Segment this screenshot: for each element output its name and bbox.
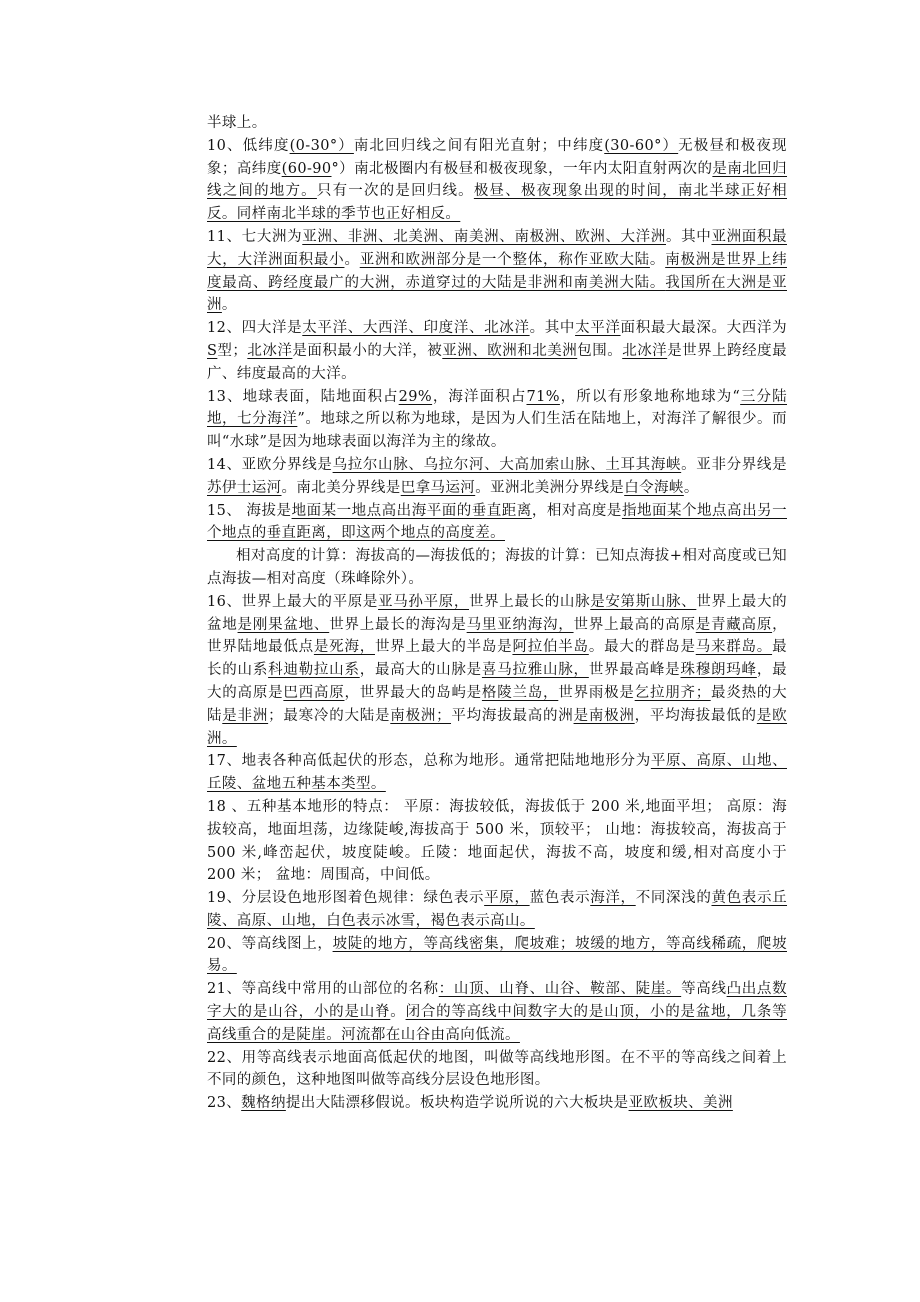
paragraph [207,1047,787,1093]
text-segment: 世界上最长的山脉 [469,593,591,610]
text-segment: 世界最高峰是 [588,662,681,679]
text-segment: 。亚非分界线是 [681,456,787,473]
text-segment: 15、 海拔是 [207,502,292,519]
paragraph [207,591,787,751]
underlined-text: 乞拉朋齐； [634,684,711,701]
text-segment: 19、分层设色地形图着色规律：绿色表示 [207,890,485,907]
underlined-text: 闭合的等高线中间数字大的是山顶，小的是盆地，几条等高线重合的是陡崖。河流都在山谷由高向低流。 [207,1004,787,1043]
underlined-text: (0-30°） [289,137,354,154]
underlined-text: 北冰洋 [247,342,293,359]
text-segment: 。 [390,1004,406,1021]
text-segment: 21、等高线中常用的山部位的名称 [207,981,439,998]
underlined-text: 平原， [484,890,530,907]
text-segment: 相对高度的计算：海拔高的—海拔低的；海拔的计算：已知点海拔+相对高度或已知点海拔—相对高度（珠峰除外）。 [207,548,787,587]
text-segment: 10、低纬度 [207,137,290,154]
underlined-text: 巴西高原 [283,684,345,701]
text-segment: ，海洋面积占 [432,388,527,405]
underlined-text: 是欧洲。 [207,707,788,747]
underlined-text: 亚洲面积最大，大洋洲面积最小 [207,228,787,268]
text-segment: 14、亚欧分界线是 [207,456,333,473]
underlined-text: S [207,342,218,359]
underlined-text: 南极洲是世界上纬度最高、跨经度最广的大洲，赤道穿过的大陆是非洲和南美洲大陆。 [207,251,787,291]
text-segment: 。其中 [529,320,576,337]
underlined-text: 是青藏高原 [695,616,773,633]
underlined-text: 是安第斯山脉、 [590,593,697,610]
underlined-text: 是南北回归线之间的地方。 [207,160,788,200]
text-segment: 世界上最高的高原 [573,616,696,633]
text-segment: 只有一次的是回归线。 [316,183,474,200]
text-segment: ，世界最大的岛屿是 [344,684,482,701]
text-segment: 面积最大最深。大西洋为 [620,320,787,337]
text-segment: 不同深浅的 [635,890,712,907]
underlined-text: 科迪勒拉山系 [268,662,360,679]
text-segment: 13、地球表面，陆地面积占 [207,388,399,405]
underlined-text: 坡陡的地方，等高线密集，爬坡难；坡缓的地方，等高线稀疏，爬坡易。 [207,935,787,975]
underlined-text: 指地面某个地点高出另一个地点的垂直距离，即这两个地点的高度差。 [207,502,787,542]
underlined-text: 亚欧板块、美洲 [628,1095,733,1112]
text-segment: °）南北极圈内有极昼和极夜现象，一年内太阳直射两次的 [331,160,713,177]
text-segment: 。亚洲北美洲分界线是 [475,479,625,496]
text-segment: 蓝色表示 [529,890,591,907]
underlined-text: 苏伊士运河 [207,479,282,496]
text-segment: ，所以有形象地称地球为“ [559,388,741,405]
paragraph [207,933,787,979]
text-segment: 。 [344,251,360,268]
text-segment: 22、用等高线表示地面高低起伏的地图，叫做等高线地形图。在不平的等高线之间着上不同的颜色，这种地图叫做等高线分层设色地形图。 [207,1049,787,1089]
text-segment: 23、 [207,1095,242,1112]
underlined-text: 亚洲和欧洲部分是一个整体，称作亚欧大陆 [359,251,650,268]
text-segment: 是面积最小的大洋，被 [292,342,443,359]
underlined-text: 71% [526,388,560,405]
text-segment: ”。地球之所以称为地球，是因为人们生活在陆地上，对海洋了解很少。而叫“水球”是因为地球表面以海洋为主的缘故。 [207,411,787,451]
paragraph [207,887,787,933]
underlined-text: (30-60°） [604,137,679,154]
text-segment: 18 、五种基本地形的特点： 平原：海拔较低，海拔低于 200 米,地面平坦； 高原：海拔较高，地面坦荡，边缘陡峻,海拔高于 500 米，顶较平； 山地：海拔较高，海拔高于 500 米,峰峦起伏，坡度陡峻。丘陵：地面起伏，海拔不高，坡度和缓,相对高度小于 200 米； 盆地：周围高，中间低。 [207,798,787,884]
underlined-text: 亚洲、非洲、北美洲、南美洲、南极洲、欧洲、大洋洲 [302,228,666,245]
underlined-text: 巴拿马运河 [400,479,476,496]
underlined-text: 魏格纳 [241,1095,286,1112]
underlined-text: 亚马孙平原， [378,593,469,610]
underlined-text: 阿拉伯半岛 [512,639,589,656]
paragraph [207,1092,787,1115]
underlined-text: 太平洋 [575,320,621,337]
underlined-text: ：山顶、山脊、山谷、鞍部、陡崖。 [438,981,682,998]
text-segment: 型； [217,342,248,359]
text-segment: 提出大陆漂移假说。板块构造学说所说的六大板块是 [285,1095,629,1112]
underlined-text: 凸出点数字大的是山谷，小的是山脊 [207,981,787,1021]
underlined-text: 黄色表示丘陵、高原、山地，白色表示冰雪，褐色表示高山。 [207,890,788,929]
underlined-text: 我国所在大洲是亚洲 [207,274,787,314]
text-segment: 包围。 [577,342,623,359]
text-segment: 16、世界上最大的平原是 [207,593,379,610]
text-segment: ，最大的高原是 [207,662,787,701]
text-segment: 世界上最长的海沟是 [329,616,467,633]
underlined-text: 北冰洋 [622,342,668,359]
underlined-text: 平原、高原、山地、丘陵、盆地五种基本类型。 [207,753,787,793]
underlined-text: 是刚果盆地、 [237,616,330,633]
document-body [207,112,787,1115]
text-segment: ，最高大的山脉是 [359,662,482,679]
text-segment: ，世界陆地最低点 [207,616,787,656]
underlined-text: 三分陆地，七分海洋 [207,388,787,428]
underlined-text: 马来群岛。 [695,639,773,656]
underlined-text: 白令海峡 [624,479,684,496]
text-segment: ；最寒冷的大陆是 [268,707,391,724]
text-segment: 。 [649,251,666,268]
text-segment: ，平均海拔最低的 [634,707,757,724]
paragraph [207,545,787,591]
underlined-text: 珠穆朗玛峰 [680,662,757,679]
text-segment: 12、四大洋是 [207,320,303,337]
underlined-text: (60-90 [281,160,332,177]
paragraph [207,750,787,796]
text-segment: 平均海拔最高的洲 [451,707,574,724]
underlined-text: 海洋， [590,890,636,907]
underlined-text: 南极洲； [390,707,452,724]
underlined-text: 地面某一地点高出海平面的垂直距离 [291,502,532,519]
text-segment: 无极昼和极夜现象；高纬度 [207,137,787,177]
text-segment: 南北回归线之间有阳光直射；中纬度 [353,137,605,154]
text-segment: ，相对高度是 [531,502,622,519]
text-segment: 等高线 [681,981,727,998]
paragraph [207,454,787,500]
underlined-text: 亚洲、欧洲和北美洲 [442,342,578,359]
text-segment: 17、地表各种高低起伏的形态，总称为地形。通常把陆地地形分为 [207,753,651,770]
text-segment: 。最大的群岛是 [588,639,696,656]
paragraph [207,317,787,385]
text-segment: 。 [683,479,699,496]
paragraph [207,112,787,135]
underlined-text: 是南极洲 [573,707,635,724]
text-segment: 最炎热的大陆 [207,684,788,724]
underlined-text: 乌拉尔山脉、乌拉尔河、大高加索山脉、土耳其海峡 [332,456,682,473]
underlined-text: 马里亚纳海沟， [466,616,574,633]
text-segment: 最长的山系 [207,639,787,679]
text-segment: 是世界上跨经度最广、纬度最高的大洋。 [207,342,788,382]
text-segment: 世界上最大的半岛是 [375,639,513,656]
text-segment: 世界上最大的盆地 [207,593,788,633]
underlined-text: 格陵兰岛， [481,684,559,701]
text-segment: 。 [221,297,237,314]
text-segment: 。其中 [666,228,712,245]
paragraph [207,500,787,546]
paragraph [207,978,787,1046]
underlined-text: 太平洋、大西洋、印度洋、北冰洋 [302,320,530,337]
underlined-text: 29% [398,388,433,405]
paragraph [207,226,787,317]
text-segment: 。南北美分界线是 [281,479,401,496]
text-segment: 20、等高线图上， [207,935,333,952]
paragraph [207,796,787,887]
underlined-text: 是死海， [313,639,375,656]
underlined-text: 极昼、极夜现象出现的时间，南北半球正好相反。同样南北半球的季节也正好相反。 [207,183,787,223]
underlined-text: 是非洲 [222,707,269,724]
text-segment: 世界雨极是 [558,684,635,701]
underlined-text: 喜马拉雅山脉， [481,662,589,679]
paragraph [207,386,787,454]
text-segment: 11、七大洲为 [207,228,303,245]
text-segment: 半球上。 [207,115,267,131]
paragraph [207,135,787,226]
